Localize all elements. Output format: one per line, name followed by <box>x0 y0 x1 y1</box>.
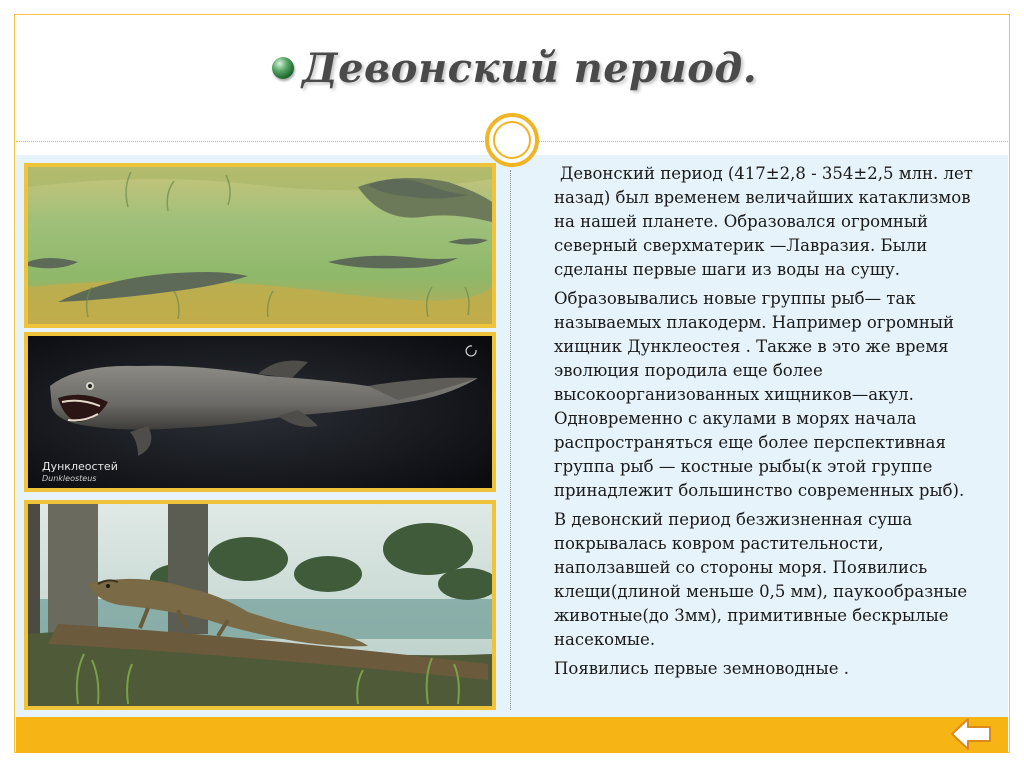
body-text <box>554 162 994 686</box>
slide-title: Девонский период. <box>302 44 758 92</box>
column-divider <box>510 170 511 710</box>
paragraph-4: Появились первые земноводные . <box>554 659 850 678</box>
panel-caption-latin: Dunkleosteus <box>42 474 97 483</box>
green-sphere-bullet-icon <box>272 57 294 79</box>
panel-caption-russian: Дунклеостей <box>42 460 118 473</box>
back-arrow-icon <box>950 716 992 752</box>
image-shallow-water-fish <box>24 163 496 328</box>
paragraph-1: Девонский период (417±2,8 - 354±2,5 млн. лет назад) был временем величайших катаклизмов на нашей планете. Образовался огромный северный сверхматерик —Лавразия. Были сделаны первые шаги из воды на сушу. <box>554 164 973 279</box>
paragraph-2: Образовывались новые группы рыб— так называемых плакодерм. Например огромный хищник Дунклеостея . Также в это же время эволюция породила еще более высокоорганизованных хищников—акул. Одновременно с акулами в морях начала распространяться еще более перспективная группа рыб — костные рыбы(к этой группе принадлежит большинство современных рыб). <box>554 289 965 500</box>
image-early-amphibian-forest <box>24 500 496 710</box>
bottom-bar <box>16 717 1008 753</box>
paragraph-3: В девонский период безжизненная суша покрывалась ковром растительности, наползавшей со стороны моря. Появились клещи(длиной меньше 0,5 мм), паукообразные животные(до 3мм), примитивные бескрылые насекомые. <box>554 510 968 649</box>
ornament-ring <box>485 113 539 167</box>
image-dunkleosteus <box>24 332 496 492</box>
back-button[interactable] <box>950 716 992 752</box>
title-area <box>272 38 757 98</box>
